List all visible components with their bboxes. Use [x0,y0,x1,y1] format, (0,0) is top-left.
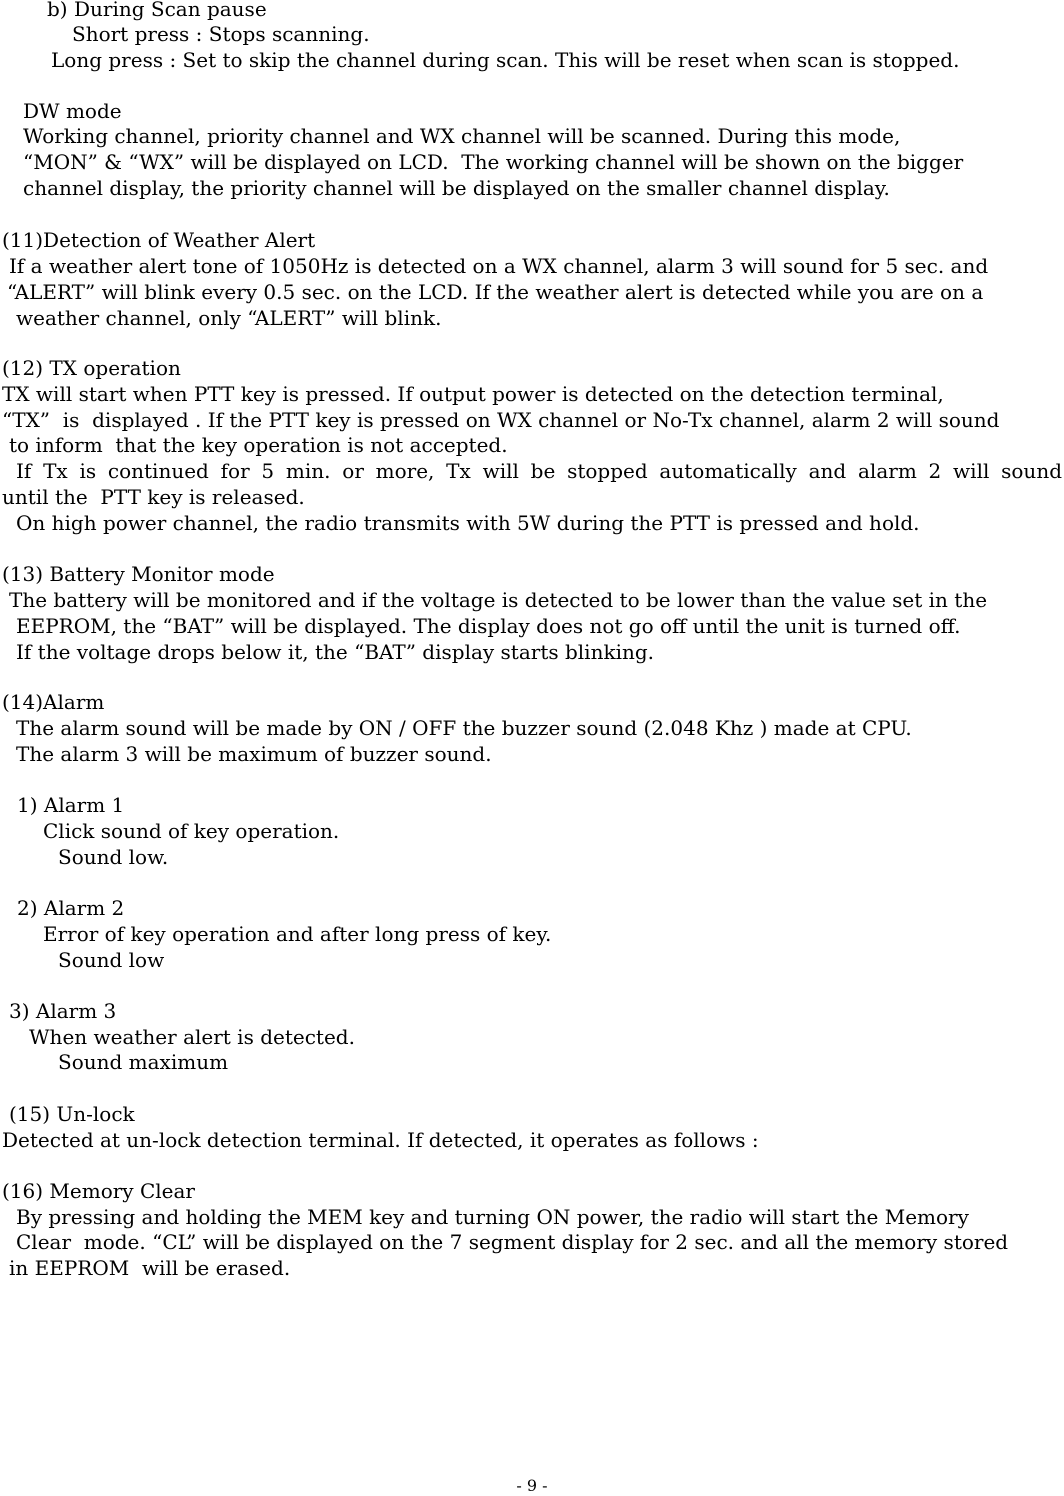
list-heading: 3) Alarm 3 [9,999,117,1023]
text-line: Click sound of key operation. [43,819,340,843]
text-line: The alarm sound will be made by ON / OFF the buzzer sound (2.048 Khz ) made at CPU. [16,716,912,740]
text-line: If the voltage drops below it, the “BAT” display starts blinking. [16,640,655,664]
section-heading: (14)Alarm [2,690,105,714]
page-number: - 9 - [516,1476,548,1495]
text-line: weather channel, only “ALERT” will blink. [16,306,442,330]
text-line: b) During Scan pause [47,0,267,21]
text-line: The alarm 3 will be maximum of buzzer sound. [16,742,492,766]
section-heading: (15) Un-lock [9,1102,135,1126]
text-line: Sound low. [58,845,169,869]
text-line: On high power channel, the radio transmits with 5W during the PTT is pressed and hold. [16,511,920,535]
text-line: When weather alert is detected. [29,1025,355,1049]
text-line: TX will start when PTT key is pressed. If output power is detected on the detection terminal, [2,382,944,406]
text-line: Sound maximum [58,1050,229,1074]
text-line: If a weather alert tone of 1050Hz is detected on a WX channel, alarm 3 will sound for 5 sec. and [9,254,989,278]
list-heading: 2) Alarm 2 [17,896,125,920]
text-line: Short press : Stops scanning. [72,22,370,46]
text-line: channel display, the priority channel will be displayed on the smaller channel display. [23,176,890,200]
section-heading: (16) Memory Clear [2,1179,195,1203]
text-line: EEPROM, the “BAT” will be displayed. The display does not go off until the unit is turned off. [16,614,961,638]
text-line: Error of key operation and after long press of key. [43,922,552,946]
text-line: By pressing and holding the MEM key and turning ON power, the radio will start the Memory [16,1205,969,1229]
text-line: If Tx is continued for 5 min. or more, Tx will be stopped automatically and alarm 2 will sound [16,459,1062,483]
text-line: Clear mode. “CL” will be displayed on the 7 segment display for 2 sec. and all the memory stored [16,1230,1009,1254]
text-line: Detected at un-lock detection terminal. If detected, it operates as follows : [2,1128,759,1152]
text-line: Long press : Set to skip the channel during scan. This will be reset when scan is stopped. [51,48,960,72]
text-line: to inform that the key operation is not accepted. [9,433,508,457]
text-line: The battery will be monitored and if the voltage is detected to be lower than the value set in the [9,588,988,612]
text-line: Working channel, priority channel and WX channel will be scanned. During this mode, [23,124,901,148]
section-heading: (11)Detection of Weather Alert [2,228,316,252]
text-line: in EEPROM will be erased. [9,1256,291,1280]
text-line: “MON” & “WX” will be displayed on LCD. The working channel will be shown on the bigger [23,150,964,174]
section-heading: (13) Battery Monitor mode [2,562,275,586]
list-heading: 1) Alarm 1 [17,793,125,817]
text-line: DW mode [23,99,122,123]
text-line: until the PTT key is released. [2,485,305,509]
text-line: Sound low [58,948,165,972]
section-heading: (12) TX operation [2,356,181,380]
text-line: “ALERT” will blink every 0.5 sec. on the LCD. If the weather alert is detected while you are on a [7,280,984,304]
text-line: “TX” is displayed . If the PTT key is pressed on WX channel or No-Tx channel, alarm 2 will sound [2,408,1000,432]
